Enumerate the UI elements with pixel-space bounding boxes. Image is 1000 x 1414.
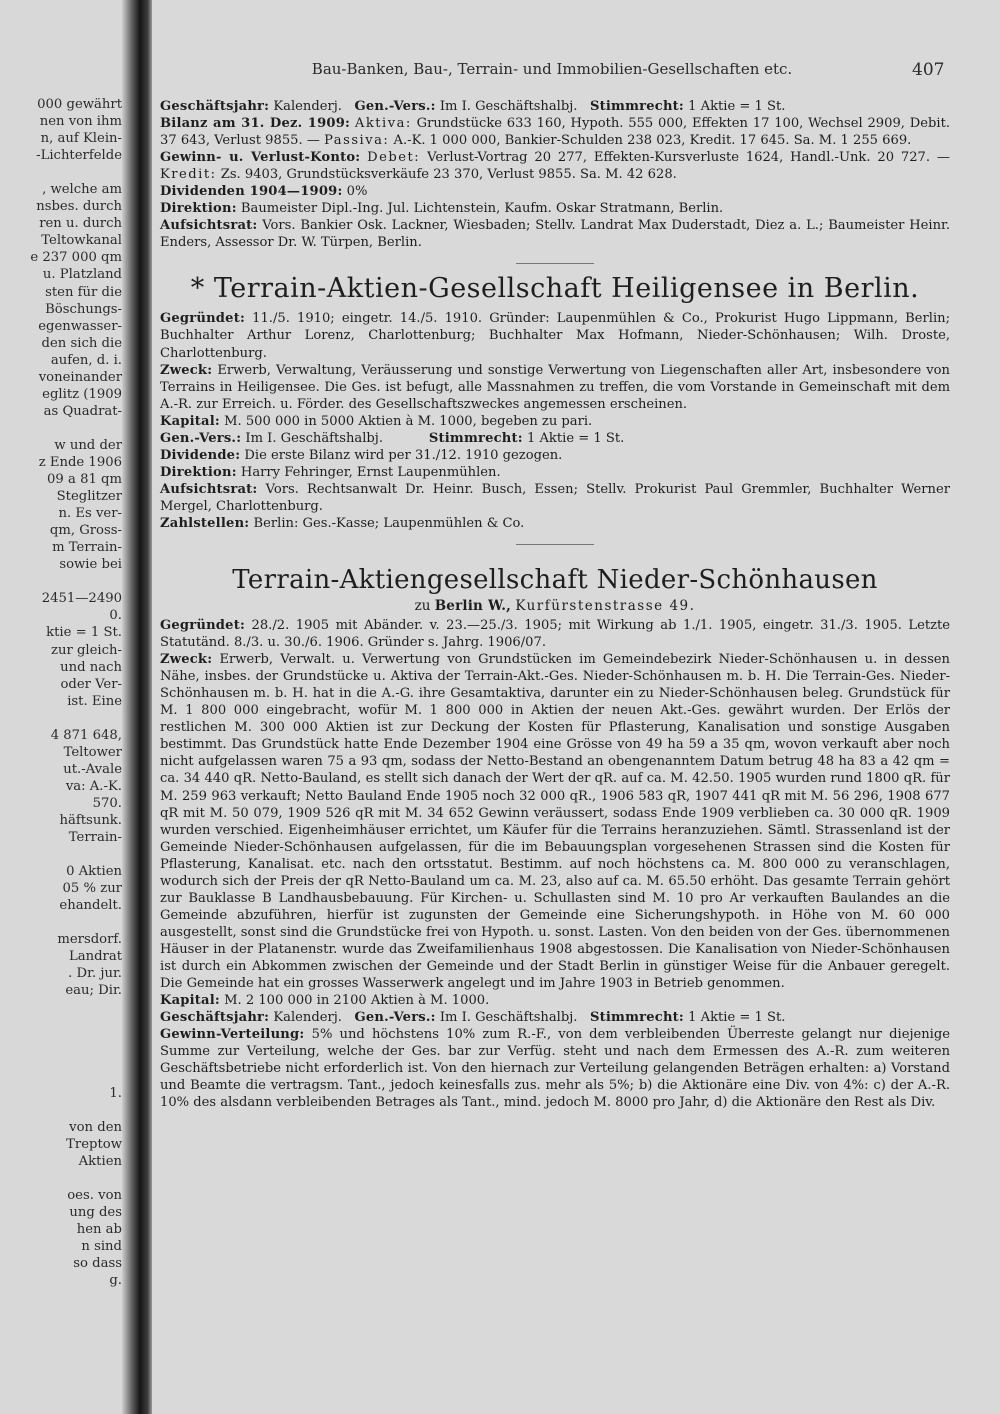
facing-page-line: Teltower: [63, 744, 122, 760]
value-direktion: Baumeister Dipl.-Ing. Jul. Lichtenstein, Kaufm. Oskar Stratmann, Berlin.: [240, 201, 724, 217]
facing-page-line: sten für die: [45, 284, 122, 300]
facing-page-line: ktie = 1 St.: [46, 625, 122, 641]
label-aufsichtsrat: Aufsichtsrat:: [160, 481, 258, 497]
value-zweck: Erwerb, Verwaltung, Veräusserung und sonstige Verwertung von Liegenschaften aller Art, insbesondere von Terrains in Heiligensee. Die Ges. ist befugt, alle Massnahmen zu treffen, die vom Vorstande in Gemeinschaft mit dem A.-R. zur Erreich. u. Förder. des Gesellschaftszweckes angemessen erscheinen.: [160, 362, 950, 412]
facing-page-line: Steglitzer: [56, 489, 122, 505]
label-zweck: Zweck:: [160, 652, 213, 668]
prev-dividenden: [160, 183, 950, 200]
value-geschaeftsjahr: Kalenderj.: [273, 1010, 342, 1026]
value-gegruendet: 11./5. 1910; eingetr. 14./5. 1910. Gründer: Laupenmühlen & Co., Prokurist Hugo Lippmann, Berlin; Buchhalter Arthur Lorenz, Charlottenburg; Buchhalter Max Hofmann, Nieder-Schönhausen; Wilh. Droste, Charlottenburg.: [160, 311, 950, 361]
label-direktion: Direktion:: [160, 201, 237, 217]
facing-page-line: n sind: [81, 1239, 122, 1255]
label-kapital: Kapital:: [160, 413, 220, 429]
facing-page-line: [0, 1102, 122, 1119]
label-kredit: Kredit:: [160, 167, 217, 183]
entry-title-heiligensee: * Terrain-Aktien-Gesellschaft Heiligensee in Berlin.: [190, 273, 920, 305]
subtitle-city: Berlin W.,: [434, 598, 512, 615]
value-debet: Verlust-Vortrag 20 277, Effekten-Kursverluste 1624, Handl.-Unk. 20 727. —: [427, 150, 950, 166]
label-gen-vers: Gen.-Vers.:: [160, 430, 242, 446]
facing-page-line: w und der: [54, 437, 122, 453]
label-geschaeftsjahr: Geschäftsjahr:: [160, 1010, 270, 1026]
value-kapital: M. 500 000 in 5000 Aktien à M. 1000, begeben zu pari.: [224, 413, 593, 429]
label-gegruendet: Gegründet:: [160, 311, 245, 327]
label-aufsichtsrat: Aufsichtsrat:: [160, 218, 258, 234]
facing-page-line: egenwasser-: [38, 318, 122, 334]
heiligensee-genvers: [160, 430, 950, 447]
facing-page-line: so dass: [73, 1256, 122, 1272]
prev-aufsichtsrat: [160, 217, 950, 251]
facing-page-line: oes. von: [67, 1188, 122, 1203]
facing-page-line: eau; Dir.: [65, 983, 122, 999]
value-gewinn-verteilung: 5% und höchstens 10% zum R.-F., von dem verbleibenden Überreste gelangt nur diejenige Summe zur Verteilung, welche der Ges. bar zur Verfüg. steht und nach dem Ermessen des A.-R. zum weiteren Geschäftsbetriebe nicht erforderlich ist. Von den hiernach zur Verteilung gelangenden Beträgen erhalten: a) Vorstand und Beamte die vertragsm. Tant., jedoch keinesfalls zus. mehr als 5%; b) die Aktionäre eine Div. von 4%: c) der A.-R. 10% des alsdann verbleibenden Betrages als Tant., mind. jedoch M. 8000 pro Jahr, d) die Aktionäre den Rest als Div.: [160, 1027, 950, 1111]
value-geschaeftsjahr: Kalenderj.: [273, 99, 342, 114]
label-gen-vers: Gen.-Vers.:: [354, 1010, 436, 1026]
label-dividende: Dividende:: [160, 447, 241, 463]
value-direktion: Harry Fehringer, Ernst Laupenmühlen.: [240, 464, 501, 480]
section-divider: [516, 544, 594, 545]
running-header: Bau-Banken, Bau-, Terrain- und Immobilien-Gesellschaften etc.: [311, 60, 793, 78]
facing-page-line: Landrat: [68, 949, 122, 965]
label-direktion: Direktion:: [160, 464, 237, 480]
facing-page-line: , welche am: [42, 182, 122, 198]
facing-page-line: Terrain-: [68, 830, 122, 846]
facing-page-line: häftsunk.: [59, 812, 122, 828]
facing-page-line: e 237 000 qm: [30, 250, 122, 266]
value-zweck: Erwerb, Verwalt. u. Verwertung von Grundstücken im Gemeindebezirk Nieder-Schönhausen u. in dessen Nähe, insbes. der Grundstücke u. Aktiva der Terrain-Akt.-Ges. Nieder-Schönhausen m. b. H. Die Terrain-Ges. Nieder-Schönhausen m. b. H. hat in die A.-G. ihre Gesamtaktiva, darunter ein zu Nieder-Schönhausen beleg. Grundstück für M. 1 800 000 eingebracht, wofür M. 1 800 000 in Aktien der neuen Akt.-Ges. gewährt wurden. Der Erlös der restlichen M. 300 000 Aktien ist zur Deckung der Kosten für Pflasterung, Kanalisation und sonstige Ausgaben bestimmt. Das Grundstück hatte Ende Dezember 1904 eine Grösse von 49 ha 59 a 35 qm, wovon verkauft aber noch nicht aufgelassen waren 75 a 93 qm, sodass der Netto-Bestand an obengenanntem Datum betrug 48 ha 83 a 42 qm = ca. 34 440 qR. Netto-Bauland, es stellt sich danach der Wert der qR. auf ca. M. 42.50. 1905 wurden rund 1800 qR. für M. 259 963 verkauft; Netto Bauland Ende 1905 noch 32 000 qR., 1906 583 qR, 1907 441 qR mit M. 56 296, 1908 677 qR mit M. 50 079, 1909 526 qR mit M. 34 652 Gewinn veräussert, sodass Ende 1909 verblieben ca. 30 000 qR. 1909 wurden verschied. Eigenheimhäuser errichtet, um Käufer für die Terrains heranzuziehen. Sämtl. Strassenland ist der Gemeinde Nieder-Schönhausen aufgelassen, für die im Bebauungsplan vorgesehenen Strassen sind die Kosten für Pflasterung, Kanalisat. etc. nach den ortsstatut. Bestimm. auf noch höchstens ca. M. 800 000 zu veranschlagen, wodurch sich der Preis der qR Netto-Bauland um ca. M. 23, also auf ca. M. 65.50 erhöht. Das gesamte Terrain gehört zur Bauklasse B Landhausbebauung. Für Kirchen- u. Schullasten sind M. 10 pro Ar verkauften Baulandes an die Gemeinde abzuführen, hierfür ist zugunsten der Gemeinde eine Sicherungshypoth. in Höhe von M. 60 000 ausgestellt, sonst sind die Grundstücke frei von Hypoth. u. sonst. Lasten. Von den beiden von der Ges. übernommenen Häuser in der Platanenstr. wurde das Zweifamilienhaus 1908 abgestossen. Die Kanalisation von Nieder-Schönhausen ist durch ein Abkommen zwischen der Gemeinde und der Stadt Berlin in günstiger Weise für die Anbauer geregelt. Die Gemeinde hat ein grosses Wasserwerk angelegt und im Jahre 1903 in Betrieb genommen.: [160, 652, 950, 992]
label-stimmrecht: Stimmrecht:: [589, 99, 684, 114]
facing-page-line: Teltowkanal: [41, 233, 122, 249]
facing-page-line: nsbes. durch: [36, 199, 122, 215]
prev-gj-line: [160, 98, 950, 115]
value-kredit: Zs. 9403, Grundstücksverkäufe 23 370, Verlust 9855. Sa. M. 42 628.: [220, 167, 677, 183]
label-passiva: Passiva:: [324, 133, 390, 149]
prev-direktion: [160, 200, 950, 217]
facing-page-line: sowie bei: [59, 557, 122, 573]
value-gen-vers: Im I. Geschäftshalbj.: [439, 99, 578, 114]
label-gewinn-verlust-konto: Gewinn- u. Verlust-Konto:: [160, 150, 361, 166]
facing-page-line: ehandelt.: [59, 898, 122, 914]
facing-page-line: nen von ihm: [39, 114, 122, 130]
value-gegruendet: 28./2. 1905 mit Abänder. v. 23.—25./3. 1905; mit Wirkung ab 1./1. 1905, eingetr. 31./3. 1905. Letzte Statutänd. 8./3. u. 30./6. 1906. Gründer s. Jahrg. 1906/07.: [160, 618, 950, 651]
label-kapital: Kapital:: [160, 993, 220, 1009]
value-zahlstellen: Berlin: Ges.-Kasse; Laupenmühlen & Co.: [253, 515, 525, 531]
facing-page-line: [0, 710, 122, 727]
facing-page-line: zur gleich-: [51, 642, 122, 658]
book-binding-gutter: [122, 0, 152, 1414]
value-gen-vers: Im I. Geschäftshalbj.: [439, 1010, 578, 1026]
facing-page-line: ung des: [69, 1205, 122, 1221]
facing-page-line: 09 a 81 qm: [47, 472, 122, 488]
value-aufsichtsrat: Vors. Rechtsanwalt Dr. Heinr. Busch, Essen; Stellv. Prokurist Paul Gremmler, Buchhalter Werner Mergel, Charlottenburg.: [160, 481, 950, 514]
facing-page-line: ren u. durch: [39, 216, 122, 232]
facing-page-line: as Quadrat-: [43, 403, 122, 419]
facing-page-line: m Terrain-: [52, 540, 122, 556]
facing-page-line: 4 871 648,: [50, 727, 122, 743]
nieder-gj-line: [160, 1009, 950, 1026]
heiligensee-kapital: [160, 413, 950, 430]
value-kapital: M. 2 100 000 in 2100 Aktien à M. 1000.: [224, 993, 490, 1009]
value-passiva: A.-K. 1 000 000, Bankier-Schulden 238 023, Kredit. 17 645. Sa. M. 1 255 669.: [393, 133, 912, 149]
label-geschaeftsjahr: Geschäftsjahr:: [160, 99, 270, 114]
entry-subtitle-address: [160, 597, 950, 615]
value-aktiva: Grundstücke 633 160, Hypoth. 555 000, Effekten 17 100, Wechsel 2909, Debit. 37 643, Verlust 9855. —: [160, 116, 950, 149]
facing-page-line: [0, 164, 122, 181]
facing-page-line: n, auf Klein-: [40, 131, 122, 147]
facing-page-line: [0, 1051, 122, 1068]
facing-page-line: aufen, d. i.: [50, 352, 122, 368]
facing-page-line: qm, Gross-: [49, 523, 122, 539]
label-stimmrecht: Stimmrecht:: [589, 1010, 684, 1026]
facing-page-line: va: A.-K.: [65, 778, 122, 794]
facing-page-line: ut.-Avale: [63, 761, 122, 777]
label-debet: Debet:: [367, 150, 421, 166]
facing-page-line: Treptow: [66, 1136, 122, 1152]
document-page: [152, 0, 1000, 1414]
heiligensee-gegruendet: [160, 310, 950, 361]
value-gen-vers: Im I. Geschäftshalbj.: [245, 430, 384, 446]
facing-page-line: hen ab: [76, 1222, 122, 1238]
heiligensee-zahlstellen: [160, 515, 950, 532]
facing-page-line: [0, 420, 122, 437]
section-divider: [516, 263, 594, 264]
facing-page-line: 570.: [92, 795, 122, 811]
label-zweck: Zweck:: [160, 362, 213, 378]
facing-page-line: g.: [109, 1273, 122, 1289]
label-dividenden: Dividenden 1904—1909:: [160, 184, 343, 200]
facing-page-text: [0, 96, 122, 1289]
label-stimmrecht: Stimmrecht:: [428, 430, 523, 446]
nieder-kapital: [160, 992, 950, 1009]
value-dividenden: 0%: [346, 184, 368, 200]
facing-page-line: [0, 914, 122, 931]
prev-bilanz: [160, 115, 950, 149]
facing-page-line: und nach: [60, 659, 122, 675]
subtitle-address: Kurfürstenstrasse 49.: [515, 598, 696, 615]
value-aufsichtsrat: Vors. Bankier Osk. Lackner, Wiesbaden; Stellv. Landrat Max Duderstadt, Diez a. L.; Baumeister Heinr. Enders, Assessor Dr. W. Türpen, Berlin.: [160, 218, 950, 251]
value-stimmrecht: 1 Aktie = 1 St.: [526, 430, 625, 446]
label-zahlstellen: Zahlstellen:: [160, 515, 250, 531]
facing-page-line: u. Platzland: [42, 267, 122, 283]
entry-title-nieder-schoenhausen: Terrain-Aktiengesellschaft Nieder-Schönhausen: [232, 565, 878, 596]
label-bilanz: Bilanz am 31. Dez. 1909:: [160, 116, 351, 132]
value-stimmrecht: 1 Aktie = 1 St.: [688, 1010, 786, 1026]
facing-page-line: 2451—2490: [41, 591, 122, 607]
facing-page-line: den sich die: [41, 335, 122, 351]
prev-gewinn-verlust: [160, 149, 950, 183]
facing-page-line: von den: [69, 1119, 122, 1135]
nieder-zweck: [160, 651, 950, 992]
label-aktiva: Aktiva:: [354, 116, 412, 132]
facing-page-line: mersdorf.: [57, 932, 122, 948]
nieder-gegruendet: [160, 617, 950, 651]
facing-page-line: 0 Aktien: [66, 864, 122, 880]
facing-page-line: 05 % zur: [62, 881, 122, 897]
value-stimmrecht: 1 Aktie = 1 St.: [688, 99, 786, 114]
facing-page-line: n. Es ver-: [58, 506, 122, 522]
heiligensee-direktion: [160, 464, 950, 481]
facing-page-line: voneinander: [38, 369, 122, 385]
label-gen-vers: Gen.-Vers.:: [354, 99, 436, 114]
facing-page-line: [0, 1017, 122, 1034]
page-number: 407: [912, 60, 945, 80]
facing-page-line: oder Ver-: [60, 676, 122, 692]
facing-page-line: 1.: [109, 1085, 122, 1101]
facing-page-line: [0, 573, 122, 590]
subtitle-prefix: zu: [414, 598, 431, 615]
facing-page-line: Aktien: [78, 1153, 122, 1169]
nieder-gewinn-verteilung: [160, 1026, 950, 1111]
facing-page-line: z Ende 1906: [38, 454, 122, 470]
facing-page-line: Böschungs-: [45, 301, 122, 317]
heiligensee-aufsichtsrat: [160, 481, 950, 515]
facing-page-line: [0, 1170, 122, 1187]
heiligensee-dividende: [160, 447, 950, 464]
heiligensee-zweck: [160, 362, 950, 413]
facing-page-line: -Lichterfelde: [36, 148, 122, 164]
page-body: [160, 98, 950, 1111]
facing-page-line: ist. Eine: [67, 693, 122, 709]
facing-page-line: 000 gewährt: [37, 97, 122, 112]
facing-page-line: [0, 1034, 122, 1051]
facing-page-line: . Dr. jur.: [68, 966, 122, 982]
label-gewinn-verteilung: Gewinn-Verteilung:: [160, 1027, 305, 1043]
facing-page-line: [0, 846, 122, 863]
value-dividende: Die erste Bilanz wird per 31./12. 1910 gezogen.: [244, 447, 563, 463]
label-gegruendet: Gegründet:: [160, 618, 245, 634]
facing-page-line: eglitz (1909: [42, 386, 122, 402]
facing-page-line: [0, 1068, 122, 1085]
facing-page-line: 0.: [109, 608, 122, 624]
facing-page-line: [0, 999, 122, 1016]
